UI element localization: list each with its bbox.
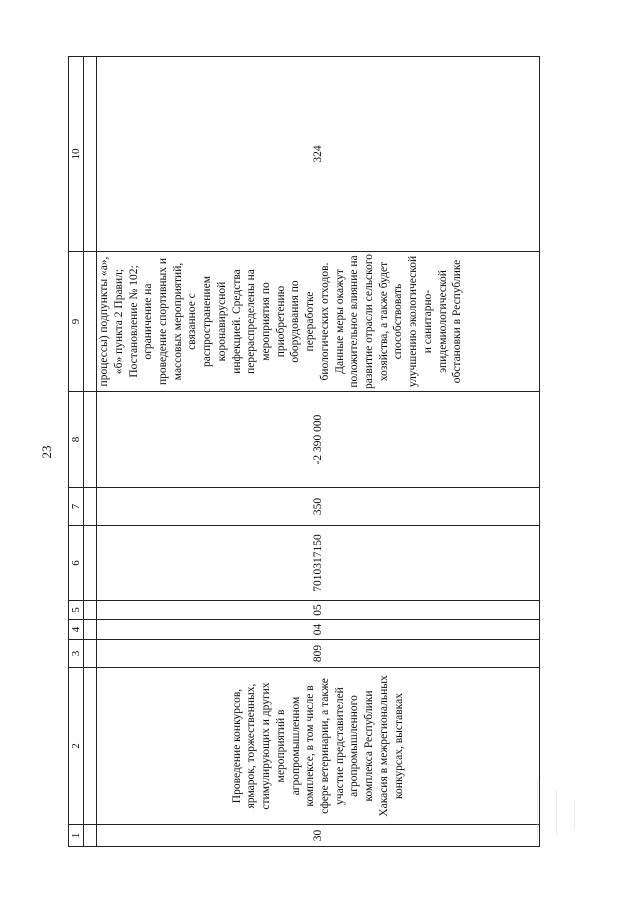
- scan-artifact: [574, 800, 575, 830]
- spacer-row: [84, 57, 97, 847]
- grbs-code-cell: 809: [97, 640, 540, 668]
- section-code-cell: 04: [97, 620, 540, 640]
- table-frame: [68, 57, 540, 847]
- column-number: 5: [69, 601, 84, 620]
- table-rotated: [68, 57, 540, 847]
- column-number: 6: [69, 526, 84, 601]
- column-number-row: [69, 57, 84, 847]
- column-number: 3: [69, 640, 84, 668]
- justification-cell: процессы) подпункты «а», «б» пункта 2 Правил; Постановление № 102; ограничение на проведение спортивных и массовых мероприятий, связанное с распространением коронавирусной инфекцией. Средства перераспределены на мероприятия по приобретению оборудования по переработке биологических отходов. Данные меры окажут положительное влияние на развитие отрасли сельского хозяйства, а также будет способствовать улучшению экологической и санитарно-эпидемиологической обстановки в Республике: [97, 252, 540, 392]
- column-number: 4: [69, 620, 84, 640]
- row-number: 30: [97, 825, 540, 847]
- page-number: 23: [39, 445, 54, 459]
- column-number: 8: [69, 392, 84, 488]
- column-10-cell: 324: [97, 57, 540, 252]
- column-number: 1: [69, 825, 84, 847]
- scan-artifact: [556, 790, 557, 835]
- amount-cell: -2 390 000: [97, 392, 540, 488]
- column-number: 7: [69, 488, 84, 526]
- target-article-cell: 7010317150: [97, 526, 540, 601]
- table-row: [97, 57, 540, 847]
- event-name-cell: Проведение конкурсов, ярмарок, торжественных, стимулирующих и других мероприятий в агропромышленном комплексе, в том числе в сфере ветеринарии, а также участие представителей агропромышленного комплекса Республики Хакасия в межрегиональных конкурсах, выставках: [97, 668, 540, 825]
- budget-table: [68, 56, 540, 847]
- subsection-code-cell: 05: [97, 601, 540, 620]
- column-number: 9: [69, 252, 84, 392]
- column-number: 2: [69, 668, 84, 825]
- scan-artifact: [537, 780, 538, 840]
- column-number: 10: [69, 57, 84, 252]
- expense-type-cell: 350: [97, 488, 540, 526]
